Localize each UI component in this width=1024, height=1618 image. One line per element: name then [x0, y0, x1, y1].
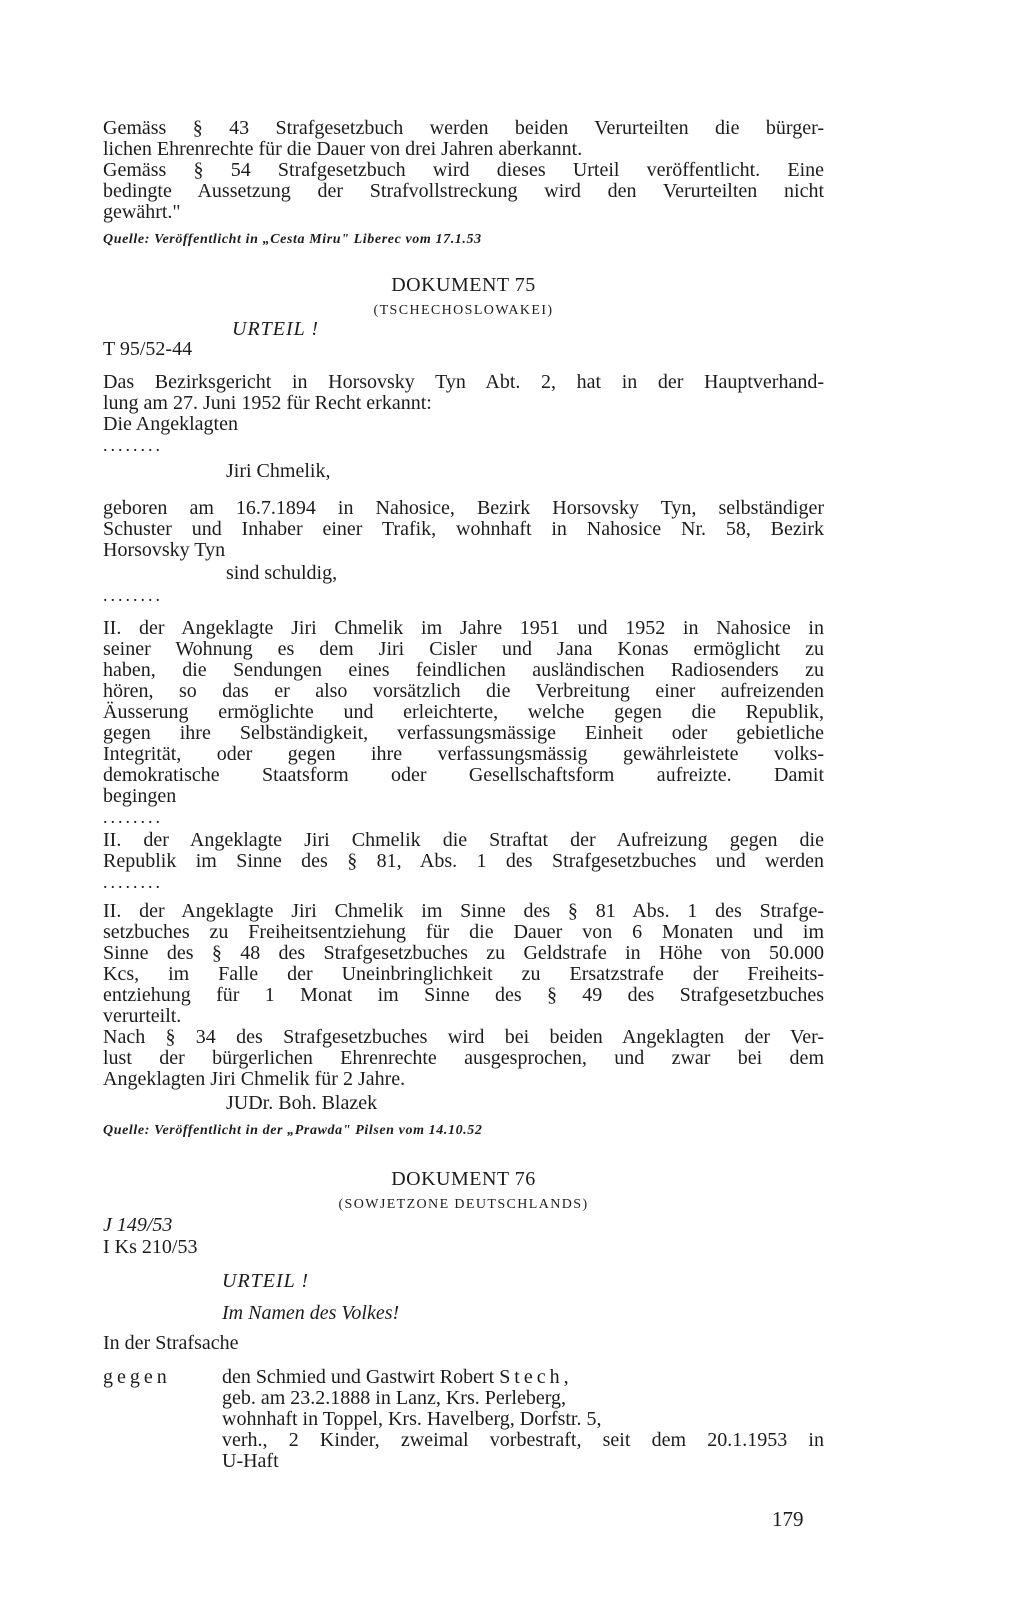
text-line: hören, so das er also vorsätzlich die Verbreitung einer aufreizenden — [103, 680, 824, 702]
document-country: (TSCHECHOSLOWAKEI) — [373, 303, 554, 318]
text-line: geb. am 23.2.1888 in Lanz, Krs. Perleberg, — [222, 1387, 566, 1409]
document-title: DOKUMENT 75 — [391, 274, 536, 296]
verdict-heading: URTEIL ! — [232, 318, 320, 340]
document-country: (SOWJETZONE DEUTSCHLANDS) — [338, 1197, 589, 1212]
text-line: haben, die Sendungen eines feindlichen ausländischen Radiosenders zu — [103, 659, 824, 681]
text-line: Schuster und Inhaber einer Trafik, wohnhaft in Nahosice Nr. 58, Bezirk — [103, 518, 824, 540]
text-line: II. der Angeklagte Jiri Chmelik im Jahre 1951 und 1952 in Nahosice in — [103, 617, 824, 639]
text-line: II. der Angeklagte Jiri Chmelik im Sinne des § 81 Abs. 1 des Strafge- — [103, 900, 824, 922]
verdict-subheading: Im Namen des Volkes! — [222, 1302, 400, 1324]
case-reference: I Ks 210/53 — [103, 1236, 198, 1258]
text-line: verh., 2 Kinder, zweimal vorbestraft, seit dem 20.1.1953 in — [222, 1429, 824, 1451]
text-line: lung am 27. Juni 1952 für Recht erkannt: — [103, 392, 432, 414]
text-line: lust der bürgerlichen Ehrenrechte ausgesprochen, und zwar bei dem — [103, 1047, 824, 1069]
ellipsis: ........ — [103, 872, 163, 892]
text-line: Angeklagten Jiri Chmelik für 2 Jahre. — [103, 1068, 406, 1090]
judge-signature: JUDr. Boh. Blazek — [226, 1092, 378, 1114]
text-line: bedingte Aussetzung der Strafvollstreckung wird den Verurteilten nicht — [103, 180, 824, 202]
defendant-line — [222, 1366, 573, 1388]
ellipsis: ........ — [103, 807, 163, 827]
page-number: 179 — [772, 1507, 804, 1531]
case-reference: T 95/52-44 — [103, 338, 193, 360]
document-title: DOKUMENT 76 — [391, 1168, 536, 1190]
case-reference: J 149/53 — [103, 1214, 173, 1236]
defendant-name: Stech, — [499, 1366, 573, 1388]
text-line: gegen — [103, 1366, 171, 1388]
text-line: wohnhaft in Toppel, Krs. Havelberg, Dorfstr. 5, — [222, 1408, 602, 1430]
text-line: verurteilt. — [103, 1005, 182, 1027]
text-line: Die Angeklagten — [103, 413, 238, 435]
text-line: Sinne des § 48 des Strafgesetzbuches zu Geldstrafe in Höhe von 50.000 — [103, 942, 824, 964]
source-note: Quelle: Veröffentlicht in der „Prawda" Pilsen vom 14.10.52 — [103, 1123, 483, 1138]
text-line: Äusserung ermöglichte und erleichterte, welche gegen die Republik, — [103, 701, 824, 723]
text-line: U-Haft — [222, 1450, 279, 1472]
verdict-heading: URTEIL ! — [222, 1270, 310, 1292]
text-line: sind schuldig, — [226, 562, 338, 584]
text-line: entziehung für 1 Monat im Sinne des § 49 des Strafgesetzbuches — [103, 984, 824, 1006]
text-line: Nach § 34 des Strafgesetzbuches wird bei beiden Angeklagten der Ver- — [103, 1026, 824, 1048]
text-line: gewährt." — [103, 201, 181, 223]
text-line: geboren am 16.7.1894 in Nahosice, Bezirk Horsovsky Tyn, selbständiger — [103, 497, 824, 519]
text-line: Integrität, oder gegen ihre verfassungsmässig gewährleistete volks- — [103, 743, 824, 765]
text-line: Gemäss § 54 Strafgesetzbuch wird dieses Urteil veröffentlicht. Eine — [103, 159, 824, 181]
source-note: Quelle: Veröffentlicht in „Cesta Miru" Liberec vom 17.1.53 — [103, 232, 482, 247]
text-line: seiner Wohnung es dem Jiri Cisler und Jana Konas ermöglicht zu — [103, 638, 824, 660]
text-line: II. der Angeklagte Jiri Chmelik die Straftat der Aufreizung gegen die — [103, 829, 824, 851]
text-line: Das Bezirksgericht in Horsovsky Tyn Abt. 2, hat in der Hauptverhand- — [103, 371, 824, 393]
text-line: Kcs, im Falle der Uneinbringlichkeit zu Ersatzstrafe der Freiheits- — [103, 963, 824, 985]
text-line: Gemäss § 43 Strafgesetzbuch werden beiden Verurteilten die bürger- — [103, 117, 824, 139]
defendant-name: Jiri Chmelik, — [226, 460, 331, 482]
text-line: lichen Ehrenrechte für die Dauer von drei Jahren aberkannt. — [103, 138, 583, 160]
text-line: begingen — [103, 785, 177, 807]
text-line: setzbuches zu Freiheitsentziehung für die Dauer von 6 Monaten und im — [103, 921, 824, 943]
defendant-description: den Schmied und Gastwirt Robert — [222, 1366, 500, 1388]
text-line: demokratische Staatsform oder Gesellschaftsform aufreizte. Damit — [103, 764, 824, 786]
ellipsis: ........ — [103, 585, 163, 605]
text-line: gegen ihre Selbständigkeit, verfassungsmässige Einheit oder gebietliche — [103, 722, 824, 744]
text-line: Horsovsky Tyn — [103, 539, 226, 561]
text-line: In der Strafsache — [103, 1332, 239, 1354]
text-line: Republik im Sinne des § 81, Abs. 1 des Strafgesetzbuches und werden — [103, 850, 824, 872]
ellipsis: ........ — [103, 435, 163, 455]
